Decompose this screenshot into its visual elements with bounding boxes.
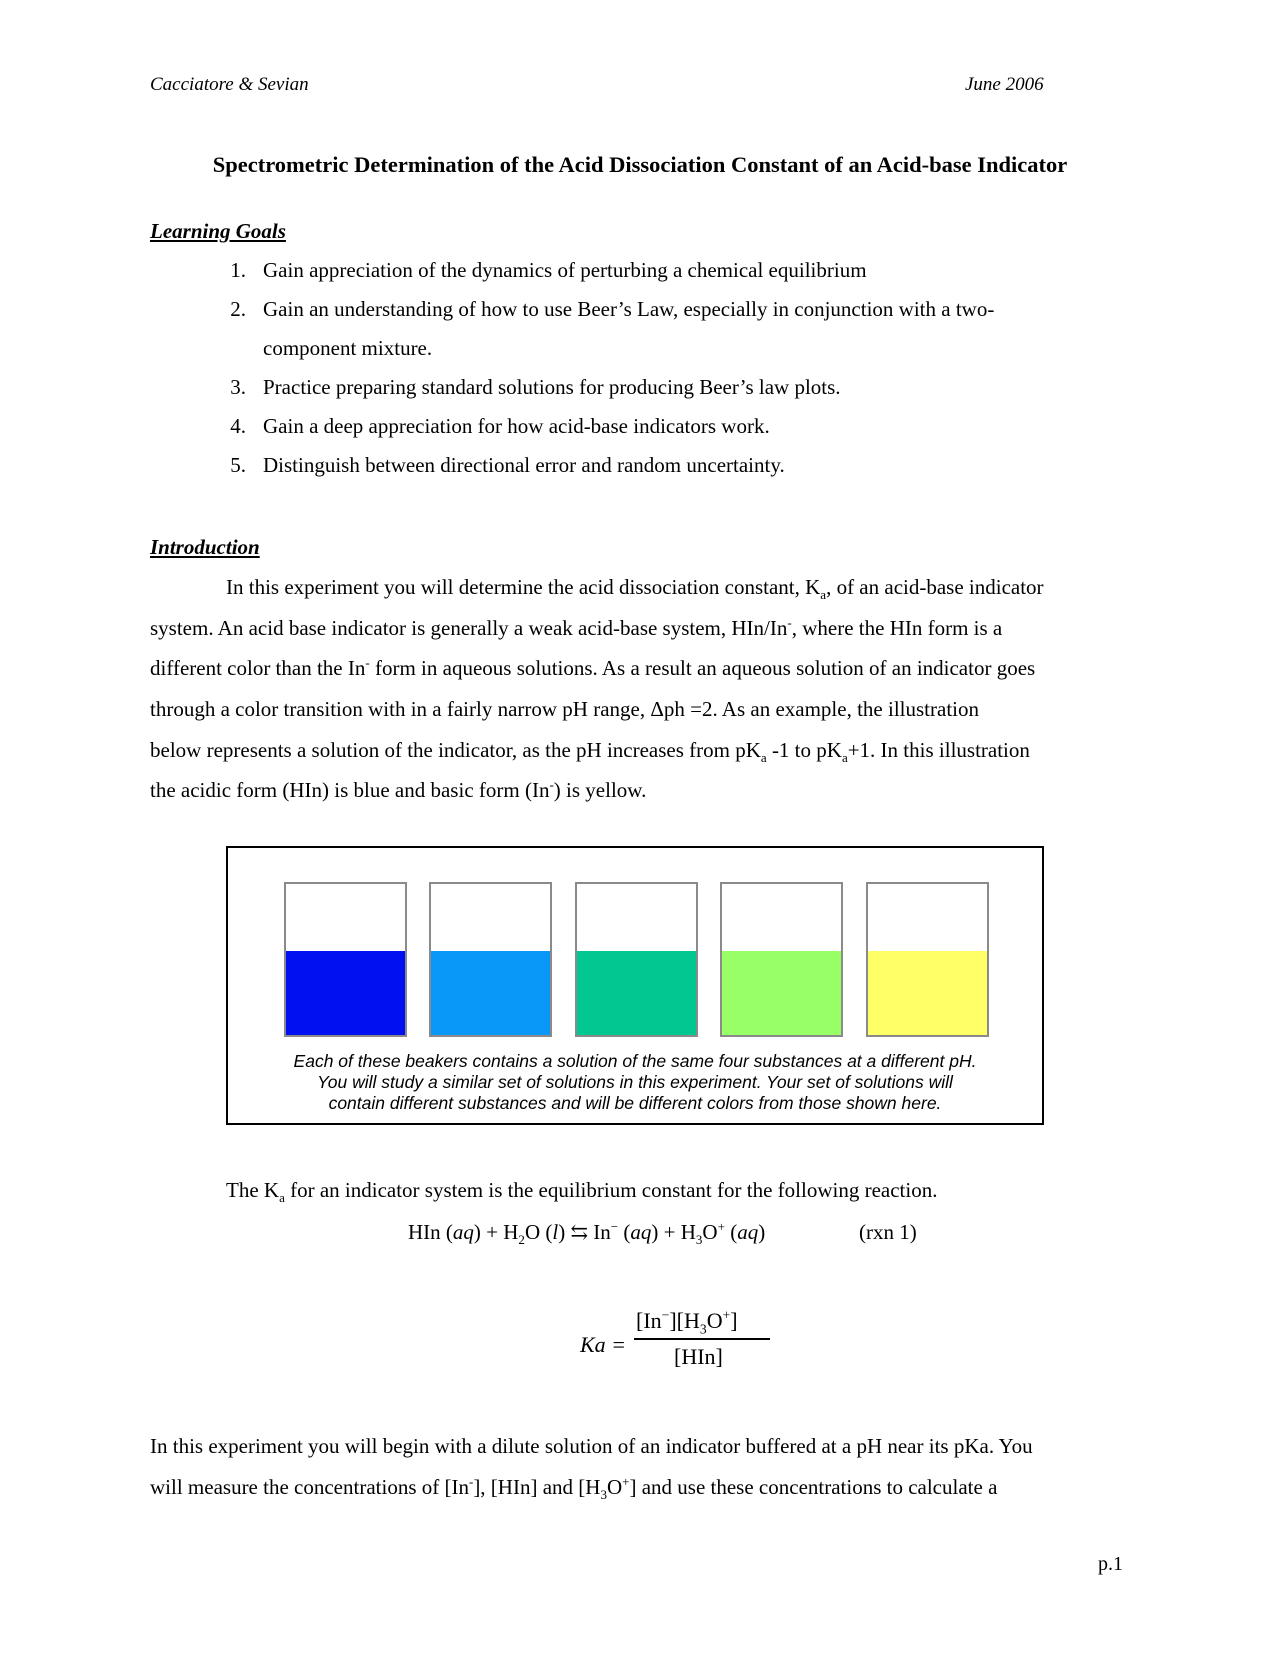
superscript: - [365,655,370,670]
reaction-equation [408,1219,766,1248]
text-run: for an indicator system is the equilibrium constant for the following reaction. [284,1178,938,1202]
text-run: ) is yellow. [553,778,647,802]
intro-line [150,656,1035,681]
intro-line [150,778,646,803]
superscript: + [717,1219,725,1234]
fraction-bar [634,1338,770,1340]
goal-number: 5. [230,453,246,477]
figure-caption [228,1051,1042,1114]
text-run: HIn ( [408,1220,453,1244]
subscript: 3 [600,1487,607,1503]
superscript: - [549,777,554,792]
text-run: will measure the concentrations of [In [150,1475,469,1499]
text-run: The K [226,1178,280,1202]
superscript: - [468,1474,474,1489]
beaker-solution [868,951,987,1035]
beaker [575,882,698,1037]
document-title: Spectrometric Determination of the Acid Dissociation Constant of an Acid-base Indicator [212,152,1068,177]
text-run: ] [730,1308,738,1333]
goal-text: component mixture. [263,336,433,360]
intro-line [226,575,1044,603]
goal-text: Gain a deep appreciation for how acid-base indicators work. [263,414,770,438]
caption-line: Each of these beakers contains a solution of the same four substances at a different pH. [293,1051,977,1071]
header-date: June 2006 [965,74,1044,95]
ka-formula-numerator [636,1307,738,1337]
goal-number: 3. [230,375,246,399]
state-label: aq [630,1220,652,1244]
beaker [429,882,552,1037]
text-run: system. An acid base indicator is generally a weak acid-base system, HIn/In [150,616,788,640]
beaker [720,882,843,1037]
text-run: ( [618,1220,631,1244]
subscript: a [760,750,767,766]
text-run: O [702,1220,718,1244]
beaker-solution [286,951,405,1035]
goal-number: 4. [230,414,246,438]
state-label: l [552,1220,559,1244]
text-run: , of an acid-base indicator [826,575,1044,599]
text-run: below represents a solution of the indicator, as the pH increases from pK [150,738,761,762]
text-run: ][H [669,1308,700,1333]
superscript: + [722,1307,731,1323]
subscript: a [279,1190,285,1206]
text-run: different color than the In [150,656,366,680]
final-paragraph-line: In this experiment you will begin with a dilute solution of an indicator buffered at a pH near its pKa. You [150,1434,1033,1458]
state-label: aq [452,1220,474,1244]
introduction-heading: Introduction [150,535,260,559]
text-run: O ( [524,1220,553,1244]
beaker [284,882,407,1037]
beaker-solution [577,951,696,1035]
text-run: ) + H [651,1220,696,1244]
intro-line [150,738,1030,766]
text-run: ] and use these concentrations to calculate a [629,1475,998,1499]
learning-goals-heading: Learning Goals [150,219,286,243]
subscript: a [820,587,827,603]
subscript: 3 [699,1321,707,1337]
ka-formula-denominator: [HIn] [674,1344,723,1369]
beaker-solution [722,951,841,1035]
superscript: - [787,615,792,630]
subscript: a [841,750,848,766]
text-run: ) [758,1220,766,1244]
reaction-label: (rxn 1) [859,1220,917,1244]
text-run: [In [636,1308,662,1333]
subscript: 2 [518,1232,525,1248]
beaker [866,882,989,1037]
goal-text: Distinguish between directional error and random uncertainty. [263,453,785,477]
caption-line: You will study a similar set of solutions in this experiment. Your set of solutions will [317,1072,953,1092]
text-run: ) + H [473,1220,519,1244]
intro-line [150,616,1002,641]
text-run: O [706,1308,723,1333]
text-run: , where the HIn form is a [791,616,1003,640]
subscript: 3 [695,1232,703,1248]
text-run: In this experiment you will determine the acid dissociation constant, K [226,575,821,599]
caption-line: contain different substances and will be different colors from those shown here. [328,1093,942,1113]
state-label: aq [737,1220,759,1244]
superscript: + [622,1474,630,1489]
text-run: +1. In this illustration [847,738,1030,762]
text-run: ( [724,1220,738,1244]
ka-formula-lhs: Ka = [580,1332,627,1357]
beaker-solution [431,951,550,1035]
goal-text: Gain an understanding of how to use Beer’s Law, especially in conjunction with a two- [263,297,995,321]
goal-number: 2. [230,297,246,321]
text-run: O [606,1475,623,1499]
ka-intro-line [226,1178,938,1206]
intro-line: through a color transition with in a fairly narrow pH range, Δph =2. As an example, the illustration [150,697,979,721]
text-run: the acidic form (HIn) is blue and basic form (In [150,778,550,802]
superscript: − [661,1307,670,1323]
header-authors: Cacciatore & Sevian [150,74,309,95]
final-paragraph-line [150,1474,998,1503]
text-run: ) ⇆ In [558,1220,611,1244]
goal-text: Gain appreciation of the dynamics of perturbing a chemical equilibrium [263,258,867,282]
text-run: ], [HIn] and [H [473,1475,601,1499]
goal-number: 1. [230,258,246,282]
page-number: p.1 [1098,1553,1123,1575]
text-run: -1 to pK [766,738,842,762]
goal-text: Practice preparing standard solutions for producing Beer’s law plots. [263,375,841,399]
text-run: form in aqueous solutions. As a result an aqueous solution of an indicator goes [369,656,1036,680]
superscript: − [610,1219,619,1234]
beaker-figure [226,846,1044,1125]
